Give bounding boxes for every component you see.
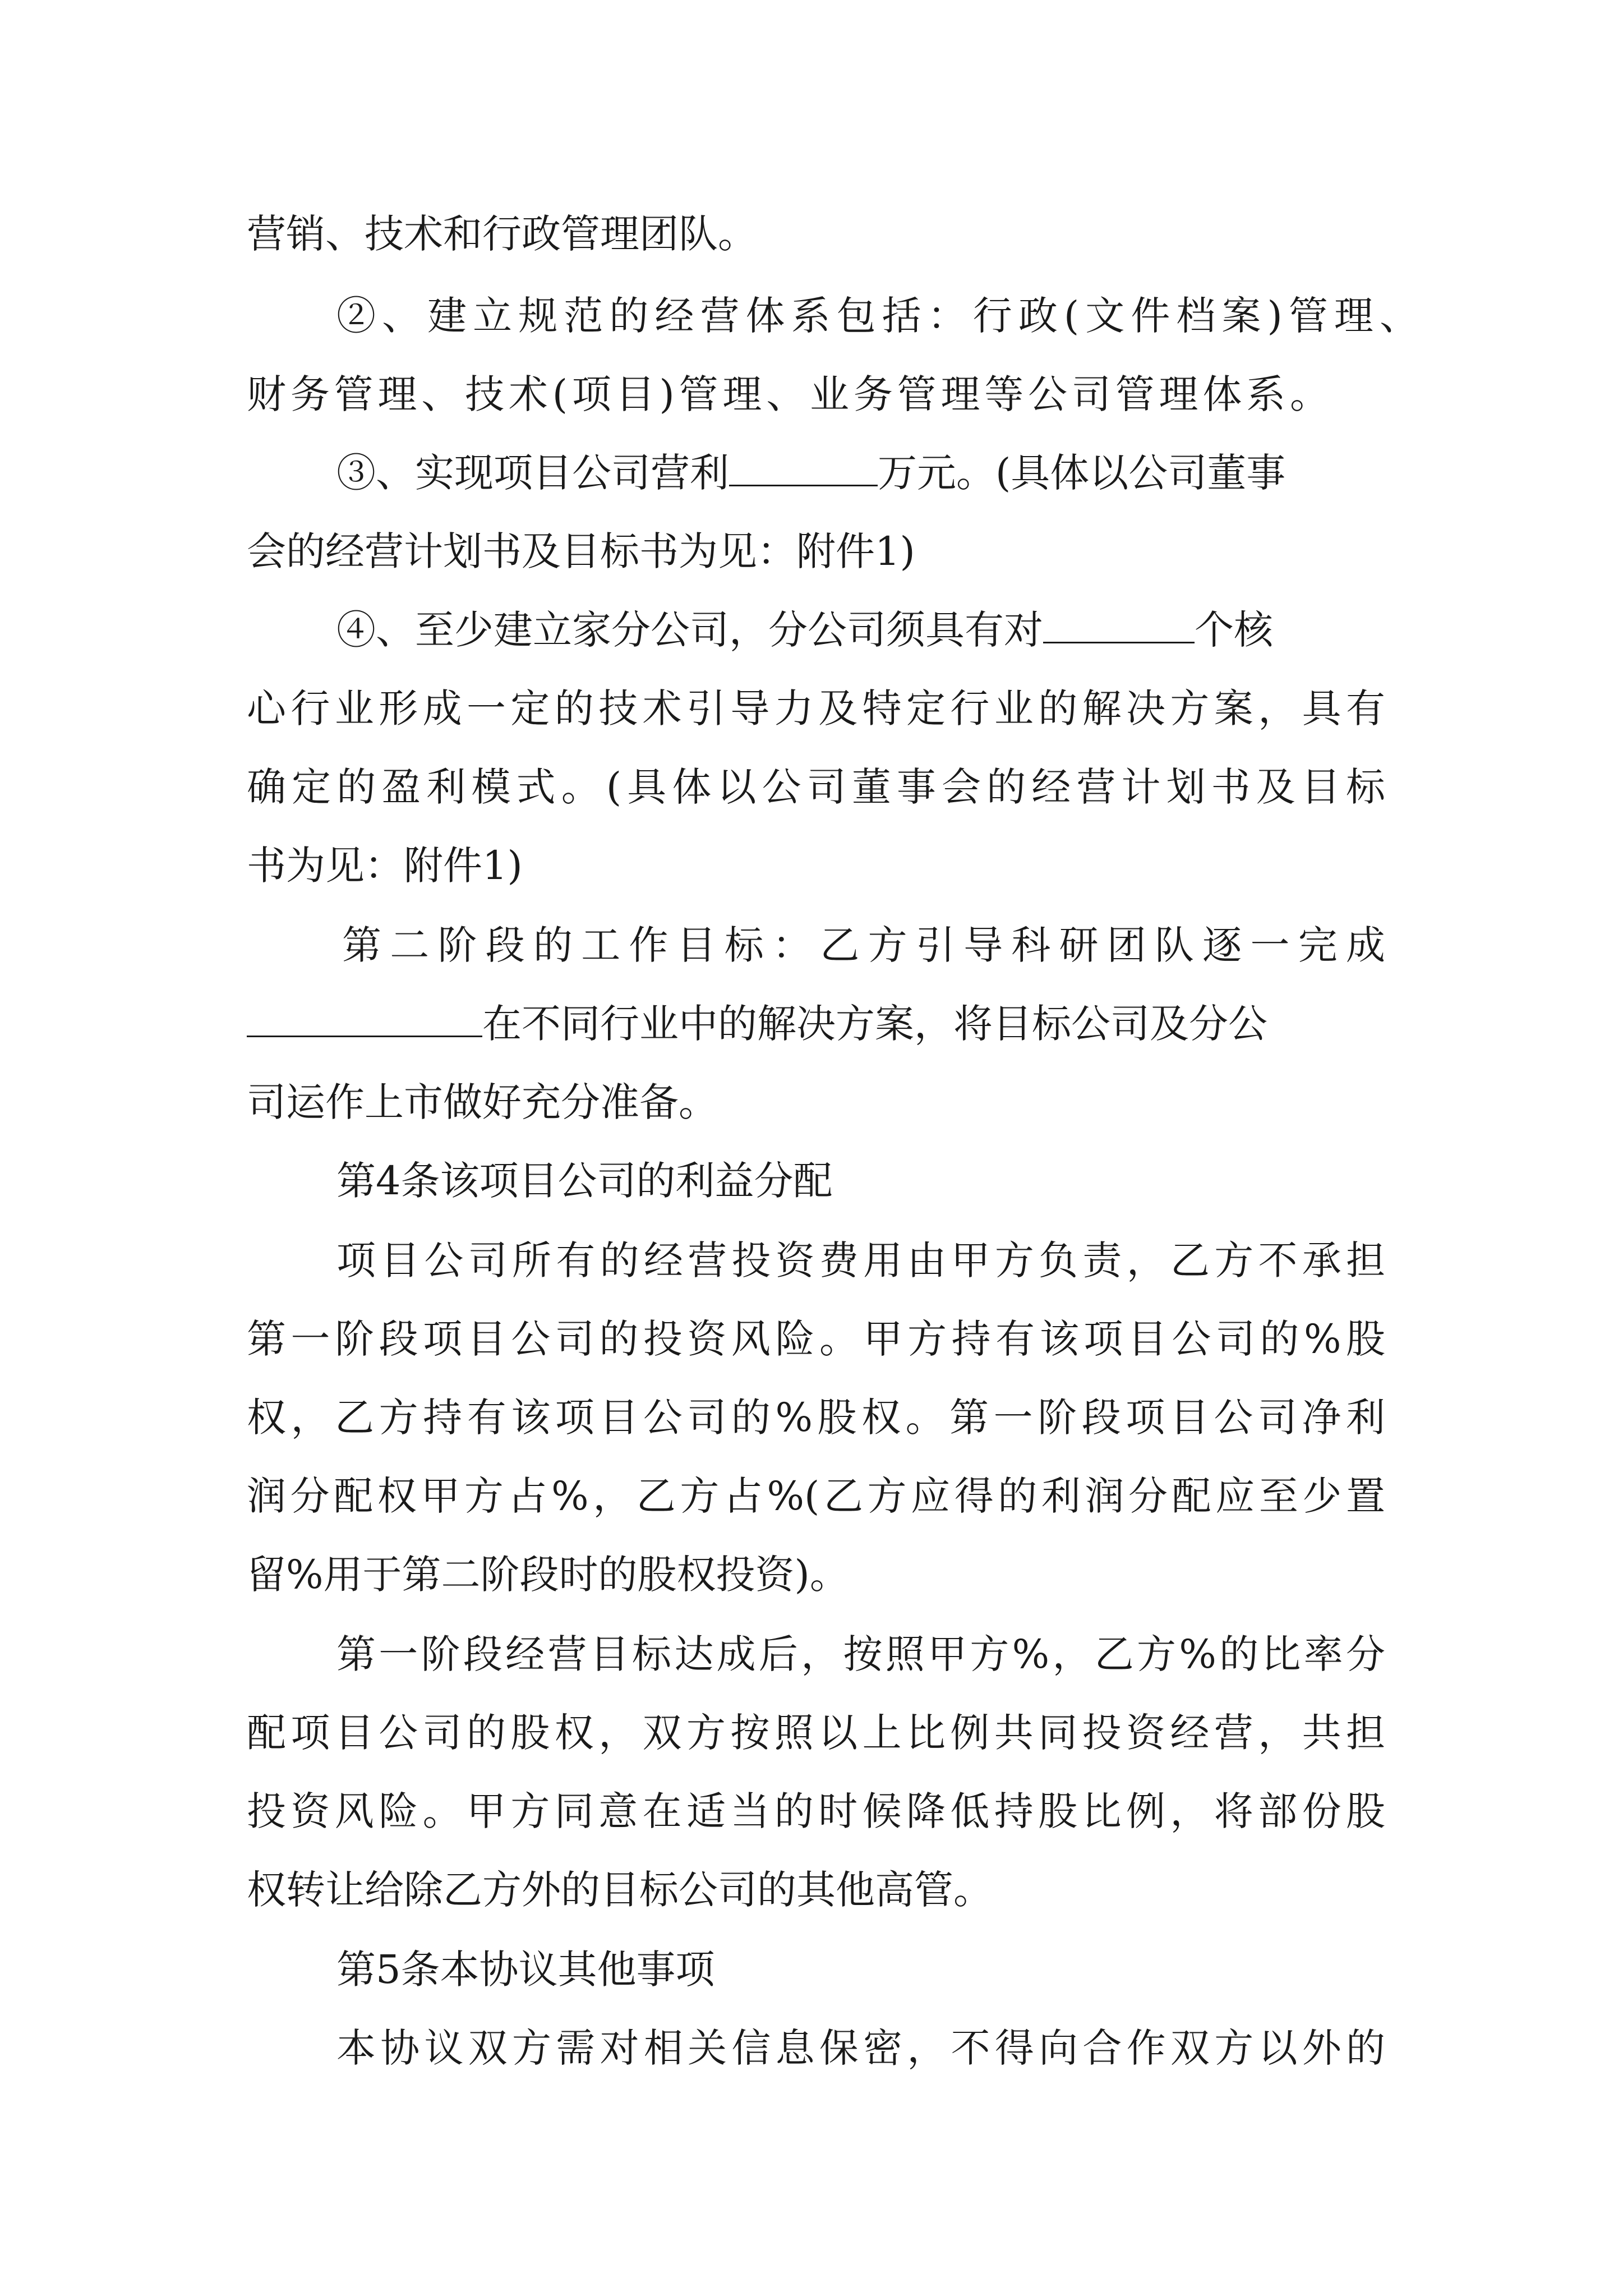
body-text-line: 权转让给除乙方外的目标公司的其他高管。 bbox=[247, 1867, 993, 1913]
body-text-line: 润分配权甲方占%，乙方占%(乙方应得的利润分配应至少置 bbox=[247, 1473, 1385, 1519]
body-text-line: 项目公司所有的经营投资费用由甲方负责，乙方不承担 bbox=[336, 1237, 1385, 1283]
article-5-heading: 第5条本协议其他事项 bbox=[336, 1947, 715, 1993]
list-item-3-text: ③、实现项目公司营利 bbox=[336, 450, 729, 496]
article-4-heading: 第4条该项目公司的利益分配 bbox=[336, 1158, 833, 1204]
list-item-3 bbox=[336, 448, 1385, 498]
stage-two-goal: 第二阶段的工作目标：乙方引导科研团队逐一完成 bbox=[342, 922, 1385, 968]
list-item-3-text-cont: 万元。(具体以公司董事 bbox=[878, 450, 1286, 496]
body-text-line: 心行业形成一定的技术引导力及特定行业的解决方案，具有 bbox=[247, 685, 1385, 731]
list-item-4 bbox=[336, 605, 1385, 655]
body-text-line: 书为见：附件1) bbox=[247, 843, 523, 889]
stage-two-goal-text: 在不同行业中的解决方案，将目标公司及分公 bbox=[482, 1001, 1267, 1047]
body-text-line: 留%用于第二阶段时的股权投资)。 bbox=[247, 1552, 849, 1598]
body-text-line: 投资风险。甲方同意在适当的时候降低持股比例，将部份股 bbox=[247, 1788, 1385, 1834]
list-item-4-text: ④、至少建立家分公司，分公司须具有对 bbox=[336, 607, 1043, 653]
body-text-line: 会的经营计划书及目标书为见：附件1) bbox=[247, 528, 915, 574]
body-text-line: 确定的盈利模式。(具体以公司董事会的经营计划书及目标 bbox=[247, 764, 1385, 810]
body-text-line: 权，乙方持有该项目公司的%股权。第一阶段项目公司净利 bbox=[247, 1395, 1385, 1441]
body-text-line: 财务管理、技术(项目)管理、业务管理等公司管理体系。 bbox=[247, 371, 1329, 417]
list-item-2: ②、建立规范的经营体系包括：行政(文件档案)管理、 bbox=[336, 293, 1419, 339]
body-text-line: 配项目公司的股权，双方按照以上比例共同投资经营，共担 bbox=[247, 1710, 1385, 1756]
body-text-line: 营销、技术和行政管理团队。 bbox=[247, 211, 757, 257]
list-item-4-text-cont: 个核 bbox=[1195, 607, 1273, 653]
body-text-line: 第一阶段项目公司的投资风险。甲方持有该项目公司的%股 bbox=[247, 1316, 1385, 1362]
fill-in-blank bbox=[729, 451, 878, 486]
body-text-line: 本协议双方需对相关信息保密，不得向合作双方以外的 bbox=[336, 2025, 1385, 2071]
stage-two-goal-cont bbox=[247, 999, 1385, 1049]
fill-in-blank bbox=[1043, 608, 1195, 643]
body-text-line: 第一阶段经营目标达成后，按照甲方%，乙方%的比率分 bbox=[336, 1631, 1385, 1677]
fill-in-blank bbox=[247, 1002, 482, 1037]
body-text-line: 司运作上市做好充分准备。 bbox=[247, 1079, 718, 1125]
